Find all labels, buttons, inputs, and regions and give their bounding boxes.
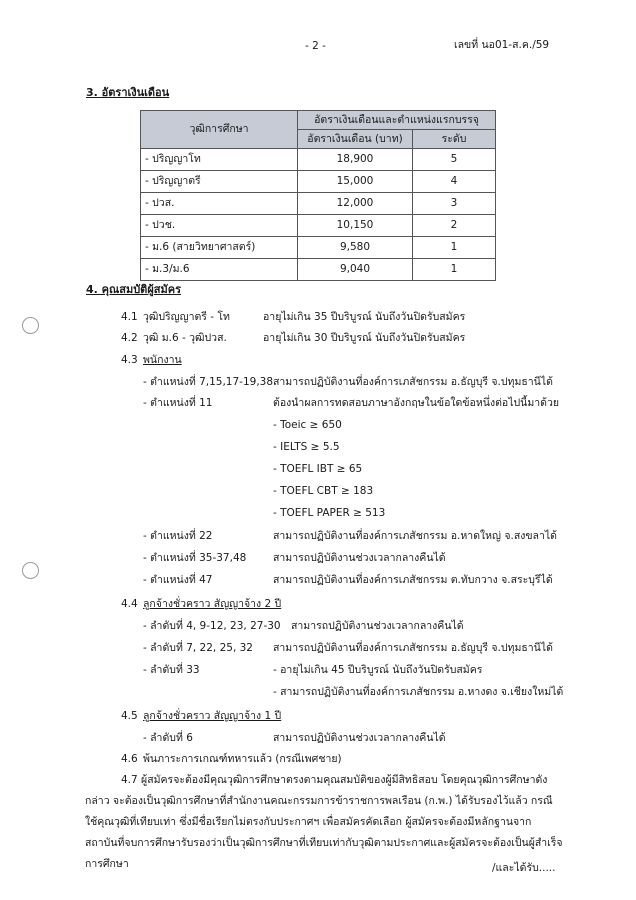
header-salary-group: อัตราเงินเดือนและตำแหน่งแรกบรรจุ <box>298 111 496 130</box>
table-row <box>141 237 496 259</box>
page-number: - 2 - <box>305 40 326 52</box>
section-title-salary: 3. อัตราเงินเดือน <box>86 86 170 99</box>
cell-level: 4 <box>413 171 496 193</box>
cell-education: - ปริญญาตรี <box>141 171 298 193</box>
position-label: - ตำแหน่งที่ 7,15,17-19,38 <box>143 376 274 388</box>
cell-education: - ม.6 (สายวิทยาศาสตร์) <box>141 237 298 259</box>
item-label: ลูกจ้างชั่วคราว สัญญาจ้าง 1 ปี <box>143 710 282 722</box>
english-test: - IELTS ≥ 5.5 <box>273 441 340 453</box>
item-number: 4.4 <box>121 598 138 610</box>
item-text: ผู้สมัครจะต้องมีคุณวุฒิการศึกษาตรงตามคุณสมบัติของผู้มีสิทธิสอบ โดยคุณวุฒิการศึกษาดังกล่าว จะต้องเป็นวุฒิการศึกษาที่สำนักงานคณะกรรมการข้าราชการพลเรือน (ก.พ.) ได้รับรองไว้แล้ว กรณีใช้คุณวุฒิที่เทียบเท่า ซึ่งมีชื่อเรียกไม่ตรงกับประกาศฯ เพื่อสมัครคัดเลือก ผู้สมัครจะต้องมีหลักฐานจากสถาบันที่จบการศึกษารับรองว่าเป็นวุฒิการศึกษาที่เทียบเท่ากับวุฒิตามประกาศและผู้สมัครจะต้องเป็นผู้สำเร็จการศึกษา <box>85 774 563 870</box>
order-label: - ลำดับที่ 6 <box>143 732 193 744</box>
order-text: สามารถปฏิบัติงานที่องค์การเภสัชกรรม อ.ธัญบุรี จ.ปทุมธานีได้ <box>273 642 553 654</box>
item-text: อายุไม่เกิน 30 ปีบริบูรณ์ นับถึงวันปิดรับสมัคร <box>263 332 466 344</box>
cell-education: - ม.3/ม.6 <box>141 259 298 281</box>
continued-marker: /และได้รับ..... <box>492 862 556 874</box>
item-text: พ้นภาระการเกณฑ์ทหารแล้ว (กรณีเพศชาย) <box>143 753 342 765</box>
salary-table <box>140 110 496 281</box>
cell-level: 1 <box>413 237 496 259</box>
position-text: สามารถปฏิบัติงานที่องค์การเภสัชกรรม อ.หาดใหญ่ จ.สงขลาได้ <box>273 530 557 542</box>
position-label: - ตำแหน่งที่ 11 <box>143 397 213 409</box>
table-row <box>141 215 496 237</box>
cell-education: - ปริญญาโท <box>141 149 298 171</box>
table-row <box>141 193 496 215</box>
item-label: วุฒิปริญญาตรี - โท <box>143 311 230 323</box>
order-text: สามารถปฏิบัติงานช่วงเวลากลางคืนได้ <box>273 732 446 744</box>
item-number: 4.2 <box>121 332 138 344</box>
cell-salary: 15,000 <box>298 171 413 193</box>
cell-education: - ปวส. <box>141 193 298 215</box>
cell-salary: 9,580 <box>298 237 413 259</box>
cell-salary: 9,040 <box>298 259 413 281</box>
table-row <box>141 171 496 193</box>
document-number: เลขที่ นอ01-ส.ค./59 <box>454 39 550 51</box>
cell-level: 2 <box>413 215 496 237</box>
item-number: 4.1 <box>121 311 138 323</box>
position-label: - ตำแหน่งที่ 22 <box>143 530 213 542</box>
cell-education: - ปวช. <box>141 215 298 237</box>
binder-hole <box>22 317 39 334</box>
table-row <box>141 259 496 281</box>
header-level: ระดับ <box>413 130 496 149</box>
order-label: - ลำดับที่ 4, 9-12, 23, 27-30 <box>143 620 281 632</box>
item-paragraph <box>85 770 563 875</box>
header-education: วุฒิการศึกษา <box>141 111 298 149</box>
item-label: วุฒิ ม.6 - วุฒิปวส. <box>143 332 227 344</box>
cell-salary: 12,000 <box>298 193 413 215</box>
order-text: - สามารถปฏิบัติงานที่องค์การเภสัชกรรม อ.หางดง จ.เชียงใหม่ได้ <box>273 686 564 698</box>
position-text: สามารถปฏิบัติงานที่องค์การเภสัชกรรม ต.ทับกวาง จ.สระบุรีได้ <box>273 574 553 586</box>
binder-hole <box>22 562 39 579</box>
position-text: ต้องนำผลการทดสอบภาษาอังกฤษในข้อใดข้อหนึ่งต่อไปนี้มาด้วย <box>273 397 560 409</box>
position-text: สามารถปฏิบัติงานช่วงเวลากลางคืนได้ <box>273 552 446 564</box>
item-number: 4.5 <box>121 710 138 722</box>
item-number: 4.7 <box>121 774 138 786</box>
position-label: - ตำแหน่งที่ 47 <box>143 574 213 586</box>
cell-level: 1 <box>413 259 496 281</box>
item-label: พนักงาน <box>143 354 182 366</box>
position-text: สามารถปฏิบัติงานที่องค์การเภสัชกรรม อ.ธัญบุรี จ.ปทุมธานีได้ <box>273 376 553 388</box>
item-text: อายุไม่เกิน 35 ปีบริบูรณ์ นับถึงวันปิดรับสมัคร <box>263 311 466 323</box>
cell-salary: 10,150 <box>298 215 413 237</box>
item-label: ลูกจ้างชั่วคราว สัญญาจ้าง 2 ปี <box>143 598 282 610</box>
position-label: - ตำแหน่งที่ 35-37,48 <box>143 552 247 564</box>
table-row <box>141 149 496 171</box>
order-text: สามารถปฏิบัติงานช่วงเวลากลางคืนได้ <box>291 620 464 632</box>
order-text: - อายุไม่เกิน 45 ปีบริบูรณ์ นับถึงวันปิดรับสมัคร <box>273 664 483 676</box>
section-title-qualifications: 4. คุณสมบัติผู้สมัคร <box>86 283 181 296</box>
english-test: - TOEFL PAPER ≥ 513 <box>273 507 386 519</box>
english-test: - Toeic ≥ 650 <box>273 419 342 431</box>
english-test: - TOEFL IBT ≥ 65 <box>273 463 363 475</box>
english-test: - TOEFL CBT ≥ 183 <box>273 485 374 497</box>
item-number: 4.3 <box>121 354 138 366</box>
cell-level: 5 <box>413 149 496 171</box>
item-number: 4.6 <box>121 753 138 765</box>
header-salary: อัตราเงินเดือน (บาท) <box>298 130 413 149</box>
order-label: - ลำดับที่ 33 <box>143 664 200 676</box>
cell-level: 3 <box>413 193 496 215</box>
cell-salary: 18,900 <box>298 149 413 171</box>
order-label: - ลำดับที่ 7, 22, 25, 32 <box>143 642 253 654</box>
